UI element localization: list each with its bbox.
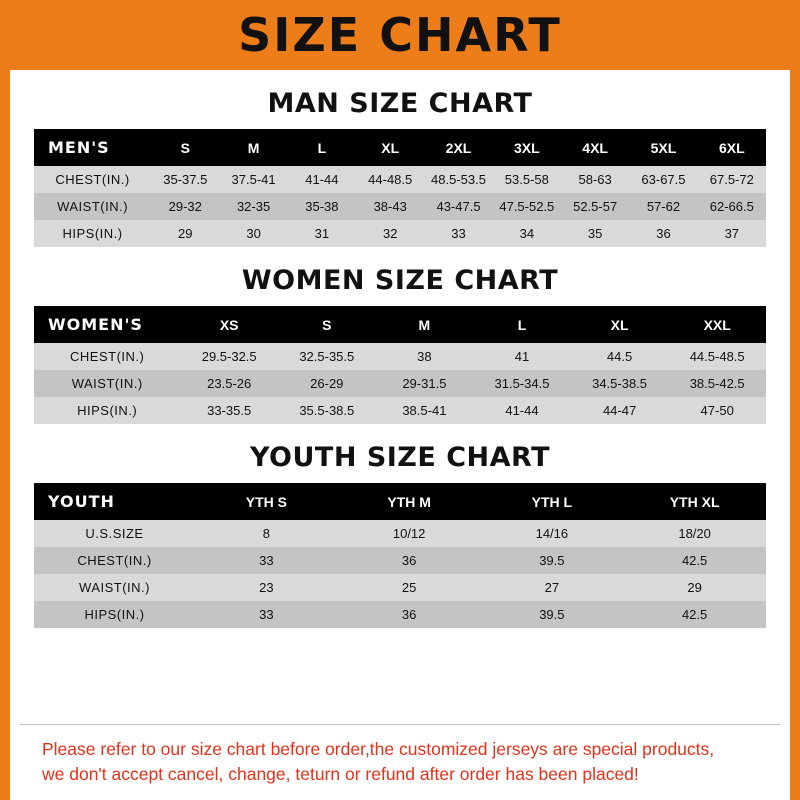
table-cell: 35-37.5 [151,166,219,193]
table-cell: 32 [356,220,424,247]
table-cell: 36 [338,601,481,628]
table-cell: 36 [338,547,481,574]
table-cell: 36 [629,220,697,247]
table-header-row [34,483,766,520]
table-cell: 44.5-48.5 [668,343,766,370]
table-cell: 27 [481,574,624,601]
table-cell: 23.5-26 [180,370,278,397]
column-header: 6XL [698,129,766,166]
table-cell: 26-29 [278,370,376,397]
table-cell: 43-47.5 [424,193,492,220]
row-label: U.S.SIZE [34,520,195,547]
youth-size-table [34,483,766,628]
men-section-title: MAN SIZE CHART [267,88,533,119]
table-cell: 47-50 [668,397,766,424]
table-cell: 41-44 [288,166,356,193]
table-cell: 39.5 [481,601,624,628]
men-size-table [34,129,766,247]
row-label: HIPS(IN.) [34,397,180,424]
column-header: L [288,129,356,166]
women-size-section [10,265,790,424]
column-header: 3XL [493,129,561,166]
men-table-body [34,166,766,247]
column-header: YTH M [338,483,481,520]
table-cell: 44-47 [571,397,669,424]
column-header: XL [571,306,669,343]
table-cell: 29-31.5 [376,370,474,397]
table-cell: 44.5 [571,343,669,370]
table-cell: 38.5-42.5 [668,370,766,397]
table-corner-label: WOMEN'S [34,306,180,343]
men-size-section [10,88,790,247]
youth-table-body [34,520,766,628]
table-cell: 44-48.5 [356,166,424,193]
table-cell: 35-38 [288,193,356,220]
table-corner-label: MEN'S [34,129,151,166]
table-cell: 35.5-38.5 [278,397,376,424]
women-table-header [34,306,766,343]
column-header: YTH S [195,483,338,520]
row-label: CHEST(IN.) [34,343,180,370]
table-cell: 38-43 [356,193,424,220]
column-header: YTH L [481,483,624,520]
column-header: S [278,306,376,343]
women-size-table [34,306,766,424]
table-cell: 8 [195,520,338,547]
table-header-row [34,306,766,343]
column-header: XXL [668,306,766,343]
table-cell: 35 [561,220,629,247]
column-header: YTH XL [623,483,766,520]
table-row [34,166,766,193]
table-cell: 32-35 [219,193,287,220]
table-cell: 57-62 [629,193,697,220]
page-title: SIZE CHART [238,8,562,62]
table-cell: 29 [151,220,219,247]
table-cell: 31.5-34.5 [473,370,571,397]
row-label: CHEST(IN.) [34,547,195,574]
table-cell: 10/12 [338,520,481,547]
table-cell: 33 [424,220,492,247]
column-header: XS [180,306,278,343]
column-header: 5XL [629,129,697,166]
row-label: WAIST(IN.) [34,193,151,220]
notice-line-1: Please refer to our size chart before order,the customized jerseys are special products, [42,739,715,759]
youth-size-section [10,442,790,628]
table-cell: 38.5-41 [376,397,474,424]
notice-line-2: we don't accept cancel, change, teturn or refund after order has been placed! [42,763,639,784]
table-cell: 37 [698,220,766,247]
table-header-row [34,129,766,166]
table-cell: 58-63 [561,166,629,193]
youth-table-header [34,483,766,520]
page-banner [0,0,800,70]
table-cell: 38 [376,343,474,370]
table-cell: 14/16 [481,520,624,547]
table-cell: 48.5-53.5 [424,166,492,193]
table-cell: 47.5-52.5 [493,193,561,220]
table-cell: 67.5-72 [698,166,766,193]
table-cell: 33 [195,601,338,628]
table-cell: 23 [195,574,338,601]
row-label: CHEST(IN.) [34,166,151,193]
row-label: WAIST(IN.) [34,370,180,397]
table-cell: 34 [493,220,561,247]
table-cell: 30 [219,220,287,247]
column-header: 4XL [561,129,629,166]
table-cell: 39.5 [481,547,624,574]
table-cell: 34.5-38.5 [571,370,669,397]
column-header: M [219,129,287,166]
order-notice [20,724,780,800]
row-label: WAIST(IN.) [34,574,195,601]
table-cell: 29.5-32.5 [180,343,278,370]
column-header: XL [356,129,424,166]
youth-section-title: YOUTH SIZE CHART [249,442,551,473]
table-cell: 53.5-58 [493,166,561,193]
row-label: HIPS(IN.) [34,220,151,247]
table-cell: 37.5-41 [219,166,287,193]
column-header: L [473,306,571,343]
table-cell: 42.5 [623,601,766,628]
table-row [34,601,766,628]
table-cell: 25 [338,574,481,601]
table-cell: 42.5 [623,547,766,574]
table-corner-label: YOUTH [34,483,195,520]
table-row [34,343,766,370]
men-table-header [34,129,766,166]
table-row [34,547,766,574]
column-header: S [151,129,219,166]
table-cell: 18/20 [623,520,766,547]
table-cell: 31 [288,220,356,247]
table-row [34,574,766,601]
table-cell: 41-44 [473,397,571,424]
table-row [34,193,766,220]
column-header: M [376,306,474,343]
table-cell: 62-66.5 [698,193,766,220]
table-cell: 41 [473,343,571,370]
table-cell: 29-32 [151,193,219,220]
table-cell: 29 [623,574,766,601]
table-cell: 33 [195,547,338,574]
table-cell: 63-67.5 [629,166,697,193]
table-row [34,397,766,424]
table-row [34,520,766,547]
table-row [34,220,766,247]
column-header: 2XL [424,129,492,166]
table-cell: 52.5-57 [561,193,629,220]
table-cell: 33-35.5 [180,397,278,424]
row-label: HIPS(IN.) [34,601,195,628]
table-cell: 32.5-35.5 [278,343,376,370]
table-row [34,370,766,397]
women-table-body [34,343,766,424]
women-section-title: WOMEN SIZE CHART [241,265,559,296]
